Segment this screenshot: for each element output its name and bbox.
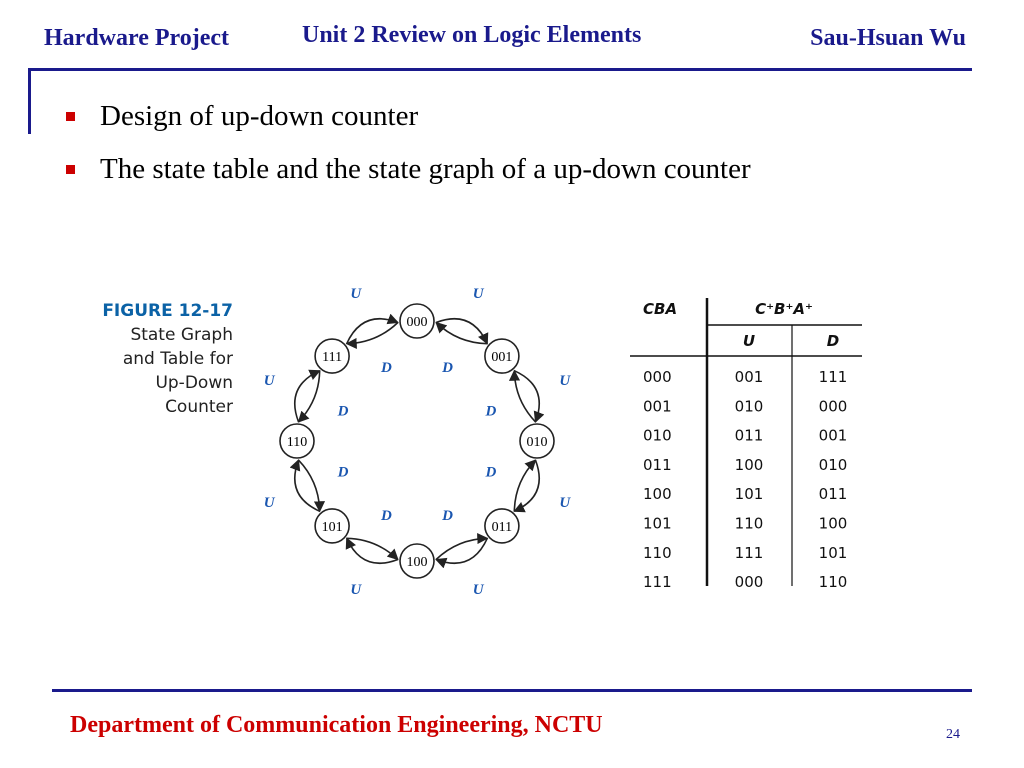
table-header-up: U [742, 332, 756, 350]
state-node-label: 111 [322, 350, 343, 366]
up-transition-label: U [350, 286, 362, 303]
figure-caption-line: Up-Down [155, 373, 233, 393]
down-transition-label: D [485, 464, 497, 481]
up-transition-arrow [436, 538, 487, 563]
down-transition-label: D [442, 507, 454, 524]
up-transition-label: U [263, 495, 275, 512]
state-node-label: 101 [321, 519, 343, 535]
up-transition-arrow [347, 319, 398, 344]
up-transition-label: U [472, 581, 484, 598]
table-cell-down: 010 [818, 455, 848, 474]
table-row [643, 515, 847, 533]
down-transition-arrow [299, 460, 320, 511]
up-transition-label: U [559, 495, 571, 512]
state-node-label: 000 [406, 315, 428, 330]
table-cell-present: 101 [643, 514, 672, 533]
table-rows [643, 368, 847, 591]
down-transition-label: D [485, 403, 497, 420]
down-transition-arrow [514, 371, 535, 422]
down-transition-arrow [299, 371, 320, 422]
table-cell-present: 001 [643, 397, 672, 416]
up-transition-arrow [295, 460, 320, 511]
table-cell-up: 010 [734, 397, 764, 416]
state-node-label: 100 [406, 555, 428, 570]
table-header-down: D [826, 332, 840, 350]
table-cell-present: 100 [643, 485, 672, 504]
table-row [643, 544, 847, 562]
table-row [643, 573, 847, 591]
table-cell-present: 111 [643, 573, 672, 592]
down-transition-arrow [436, 538, 487, 559]
up-transition-arrow [514, 460, 539, 511]
down-transition-arrow [347, 323, 398, 344]
up-transition-arrow [295, 371, 320, 422]
bullet-text: The state table and the state graph of a up-down counter [100, 153, 751, 185]
table-header-present-state: CBA [643, 300, 678, 318]
down-transition-arrow [436, 323, 487, 344]
table-cell-down: 101 [818, 543, 848, 562]
down-transition-label: D [337, 403, 349, 420]
table-cell-up: 101 [734, 485, 764, 504]
up-transition-label: U [350, 581, 362, 598]
figure-number: FIGURE 12-17 [102, 301, 233, 321]
bullet-text: Design of up-down counter [100, 100, 419, 132]
up-transition-label: U [472, 286, 484, 303]
state-node-label: 110 [286, 435, 308, 450]
down-transition-arrow [347, 538, 398, 559]
up-transition-arrow [347, 538, 398, 563]
down-transition-label: D [380, 360, 392, 377]
up-transition-arrow [514, 371, 539, 422]
footer-department: Department of Communication Engineering, NCTU [70, 712, 603, 738]
down-transition-label: D [442, 360, 454, 377]
table-cell-down: 011 [818, 485, 848, 504]
table-cell-up: 100 [734, 455, 764, 474]
header-unit-title: Unit 2 Review on Logic Elements [302, 22, 642, 48]
figure-caption-line: and Table for [122, 349, 233, 369]
table-cell-up: 110 [734, 514, 764, 533]
down-transition-label: D [337, 464, 349, 481]
table-cell-up: 011 [734, 426, 764, 445]
table-row [643, 485, 847, 503]
down-transition-label: D [380, 507, 392, 524]
state-node-label: 010 [526, 435, 548, 450]
page-number: 24 [946, 727, 960, 742]
table-row [643, 368, 847, 386]
state-node-label: 001 [491, 350, 513, 366]
table-cell-present: 000 [643, 368, 672, 386]
table-row [643, 397, 847, 415]
table-cell-down: 111 [818, 368, 848, 386]
table-cell-down: 000 [818, 397, 848, 416]
table-cell-down: 110 [818, 573, 848, 592]
table-row [643, 427, 847, 445]
table-cell-present: 011 [643, 455, 672, 474]
table-cell-present: 010 [643, 426, 672, 445]
footer-rule [52, 689, 972, 692]
up-transition-label: U [559, 372, 571, 389]
state-table [630, 298, 862, 591]
table-cell-down: 001 [818, 426, 848, 445]
figure-caption-line: Counter [165, 397, 233, 417]
up-transition-label: U [263, 372, 275, 389]
down-transition-arrow [514, 460, 535, 511]
table-header-next-state: C⁺B⁺A⁺ [755, 300, 813, 318]
table-cell-up: 000 [734, 573, 764, 592]
table-cell-down: 100 [818, 514, 848, 533]
figure-caption-line: State Graph [130, 325, 233, 345]
table-row [643, 456, 847, 474]
table-cell-up: 111 [734, 543, 764, 562]
header-course-title: Hardware Project [44, 25, 230, 51]
header-author: Sau-Hsuan Wu [810, 25, 966, 51]
up-transition-arrow [436, 319, 487, 344]
table-cell-up: 001 [734, 368, 764, 386]
table-cell-present: 110 [643, 543, 672, 562]
state-node-label: 011 [491, 519, 513, 535]
state-graph [264, 286, 572, 598]
